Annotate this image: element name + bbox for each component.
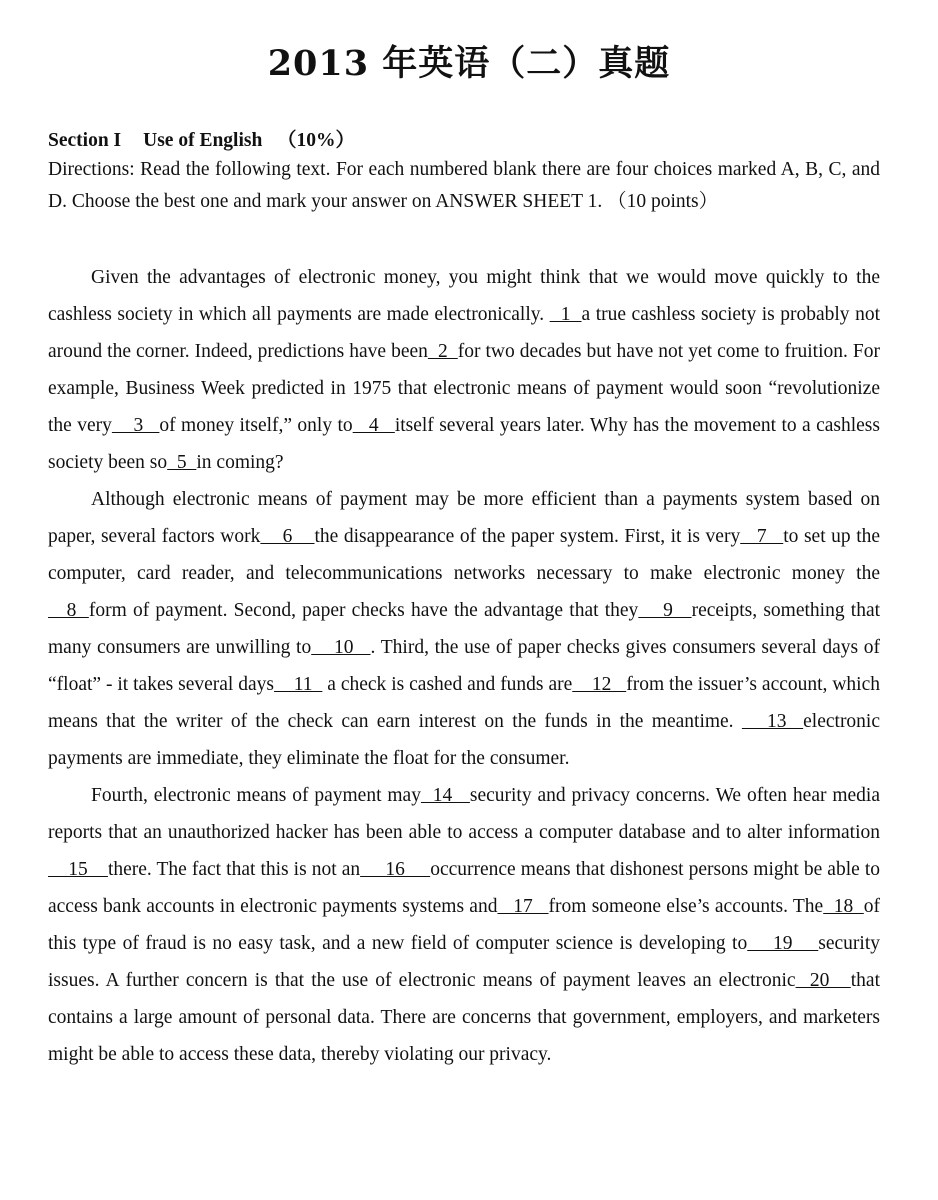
cloze-blank: 16 — [360, 859, 431, 880]
passage-paragraph — [48, 481, 880, 777]
cloze-blank: 3 — [111, 415, 160, 436]
passage-text: . Third, the use of paper checks gives consumers several days of “float” - it takes several days — [48, 637, 881, 695]
passage-text: to set up the computer, card reader, and telecommunications networks necessary to make electronic money the — [48, 526, 881, 584]
cloze-blank: 5 — [167, 452, 197, 473]
passage-text: electronic payments are immediate, they eliminate the float for the consumer. — [48, 711, 881, 769]
cloze-blank: 20 — [795, 970, 851, 991]
passage-text: that contains a large amount of personal data. There are concerns that government, employers, and marketers might be able to access these data, thereby violating our privacy. — [48, 970, 881, 1065]
passage-text: of money itself,” only to — [159, 415, 353, 436]
passage-text: there. The fact that this is not an — [107, 859, 361, 880]
passage-text: Although electronic means of payment may be more efficient than a payments system based on paper, several factors work — [48, 489, 880, 547]
cloze-blank: 1 — [549, 304, 582, 325]
cloze-blank: 12 — [572, 674, 627, 695]
cloze-blank: 2 — [427, 341, 458, 362]
cloze-blank: 18 — [823, 896, 864, 917]
passage-text: Given the advantages of electronic money, you might think that we would move quickly to the cashless society in which all payments are made electronically. — [48, 267, 880, 325]
directions-text: Directions: Read the following text. For each numbered blank there are four choices marked A, B, C, and D. Choose the best one and mark your answer on ANSWER SHEET 1. （10 points） — [48, 159, 880, 212]
passage-text: from the issuer’s account, which means that the writer of the check can earn interest on the funds in the meantime. — [48, 674, 881, 732]
passage-text: security issues. A further concern is that the use of electronic means of payment leaves an electronic — [48, 933, 880, 991]
section-number: Section I — [48, 130, 122, 151]
passage-text: a true cashless society is probably not around the corner. Indeed, predictions have been — [48, 304, 881, 362]
cloze-blank: 6 — [260, 526, 315, 547]
passage-text: security and privacy concerns. We often hear media reports that an unauthorized hacker has been able to access a computer database and to alter information — [48, 785, 880, 843]
cloze-blank: 8 — [48, 600, 89, 621]
cloze-blank: 10 — [311, 637, 371, 658]
section-title: Use of English — [143, 130, 263, 151]
cloze-blank: 15 — [48, 859, 108, 880]
cloze-blank: 11 — [274, 674, 323, 695]
section-weight: （10%） — [276, 130, 355, 151]
passage-text: for two decades but have not yet come to fruition. For example, Business Week predicted in 1975 that electronic means of payment would soon “revolutionize the very — [48, 341, 880, 436]
passage-text: a check is cashed and funds are — [322, 674, 573, 695]
passage-text: itself several years later. Why has the movement to a cashless society been so — [48, 415, 880, 473]
passage-text: form of payment. Second, paper checks have the advantage that they — [88, 600, 639, 621]
cloze-blank: 14 — [420, 785, 470, 806]
passage-text: Fourth, electronic means of payment may — [91, 785, 421, 806]
cloze-passage — [48, 259, 880, 1073]
page-title: 2013 年英语（二）真题 — [267, 43, 671, 84]
cloze-blank: 4 — [352, 415, 395, 436]
passage-paragraph — [48, 777, 880, 1073]
cloze-blank: 19 — [747, 933, 819, 954]
passage-text: occurrence means that dishonest persons might be able to access bank accounts in electronic payments systems and — [48, 859, 881, 917]
section-heading — [48, 124, 355, 152]
passage-text: in coming? — [196, 452, 284, 473]
cloze-blank: 9 — [638, 600, 692, 621]
passage-text: of this type of fraud is no easy task, and a new field of computer science is developing to — [48, 896, 881, 954]
cloze-blank: 7 — [740, 526, 784, 547]
cloze-blank: 17 — [497, 896, 549, 917]
passage-text: receipts, something that many consumers are unwilling to — [48, 600, 881, 658]
passage-text: from someone else’s accounts. The — [548, 896, 824, 917]
passage-text: the disappearance of the paper system. First, it is very — [314, 526, 741, 547]
cloze-blank: 13 — [741, 711, 804, 732]
passage-paragraph — [48, 259, 880, 481]
